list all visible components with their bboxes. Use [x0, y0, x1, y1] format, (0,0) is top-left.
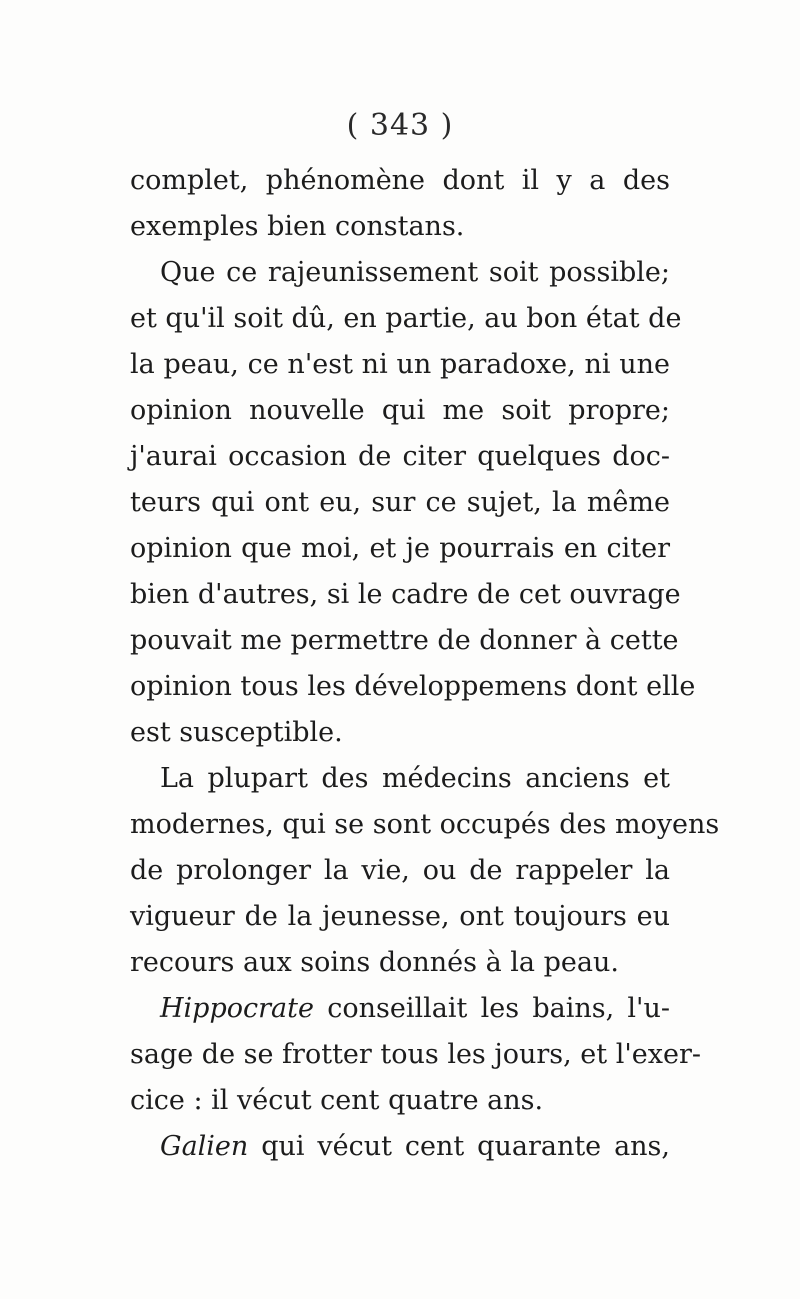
text-line: la peau, ce n'est ni un paradoxe, ni une [130, 349, 670, 380]
text-line: opinion tous les développemens dont elle [130, 671, 696, 702]
text-line: exemples bien constans. [130, 211, 465, 242]
page-number: ( 343 ) [346, 108, 454, 143]
text-line: recours aux soins donnés à la peau. [130, 947, 619, 978]
text-line: vigueur de la jeunesse, ont toujours eu [130, 901, 670, 932]
text-line: sage de se frotter tous les jours, et l'exer- [130, 1039, 701, 1070]
text-line: de prolonger la vie, ou de rappeler la [130, 855, 670, 886]
paragraph-first-line: La plupart des médecins anciens et [160, 763, 670, 794]
text-line: opinion que moi, et je pourrais en citer [130, 533, 670, 564]
text-line: j'aurai occasion de citer quelques doc- [130, 441, 670, 472]
text-line: est susceptible. [130, 717, 343, 748]
italic-name: Galien [160, 1131, 249, 1162]
text-line: et qu'il soit dû, en partie, au bon état de [130, 303, 682, 334]
paragraph-first-line [160, 1124, 670, 1170]
text-line: pouvait me permettre de donner à cette [130, 625, 679, 656]
text-line: complet, phénomène dont il y a des [130, 165, 670, 196]
line-text: conseillait les bains, l'u- [313, 993, 670, 1024]
line-text: qui vécut cent quarante ans, [248, 1131, 670, 1162]
paragraph-first-line [160, 986, 670, 1032]
text-line: bien d'autres, si le cadre de cet ouvrage [130, 579, 681, 610]
text-line: modernes, qui se sont occupés des moyens [130, 809, 720, 840]
italic-name: Hippocrate [160, 993, 314, 1024]
text-line: opinion nouvelle qui me soit propre; [130, 395, 670, 426]
text-line: cice : il vécut cent quatre ans. [130, 1085, 544, 1116]
paragraph-first-line: Que ce rajeunissement soit possible; [160, 257, 670, 288]
text-line: teurs qui ont eu, sur ce sujet, la même [130, 487, 670, 518]
